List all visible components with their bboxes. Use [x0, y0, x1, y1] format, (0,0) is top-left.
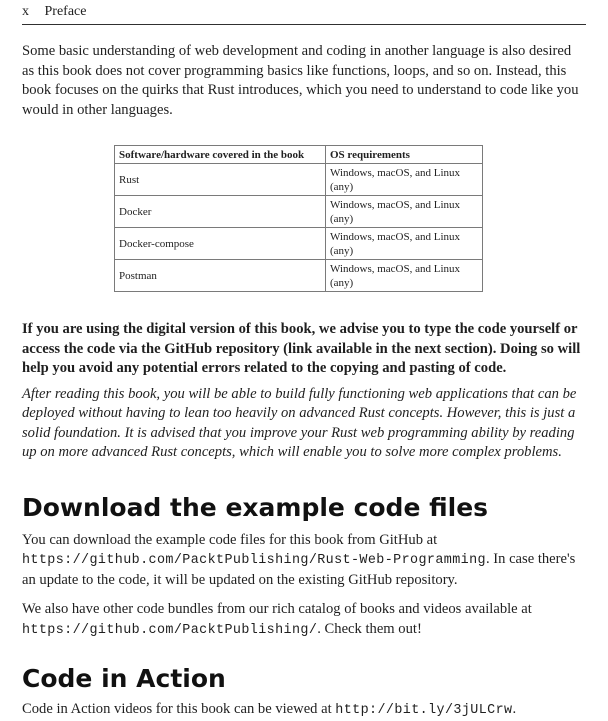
after-reading-note: After reading this book, you will be able to build fully functioning web applications that can be deployed without having to lean too heavily on advanced Rust concepts. However, this is just a solid foundation. It is advised that you improve your Rust web programming ability by reading up on more advanced Rust concepts, which will enable you to solve more complex problems. — [22, 385, 577, 460]
table-row — [115, 228, 483, 260]
table-cell-software: Docker — [115, 196, 326, 228]
table-cell-software: Docker-compose — [115, 228, 326, 260]
table-cell-os: Windows, macOS, and Linux (any) — [326, 164, 483, 196]
table-cell-os: Windows, macOS, and Linux (any) — [326, 228, 483, 260]
running-head — [22, 2, 86, 22]
table-cell-os: Windows, macOS, and Linux (any) — [326, 260, 483, 292]
bundles-text-before: We also have other code bundles from our rich catalog of books and videos available at — [22, 601, 532, 617]
code-in-action-text: Code in Action videos for this book can be viewed at — [22, 701, 336, 717]
table-row — [115, 260, 483, 292]
digital-version-note: If you are using the digital version of this book, we advise you to type the code yourself or access the code via the GitHub repository (link available in the next section). Doing so will help you avoid any potential errors related to the copying and pasting of code. — [22, 321, 581, 376]
github-repo-link[interactable]: https://github.com/PacktPublishing/Rust-Web-Programming — [22, 553, 486, 568]
table-header-row — [115, 146, 483, 164]
download-text-after: . In case there's an update to the code, it will be updated on the existing GitHub repository. — [22, 551, 576, 588]
page-number: x — [22, 4, 29, 19]
intro-paragraph: Some basic understanding of web development and coding in another language is also desired as this book does not cover programming basics like functions, loops, and so on. Instead, this book focuses on the quirks that Rust introduces, which you need to understand to code like you would in other languages. — [22, 43, 579, 118]
packt-github-link[interactable]: https://github.com/PacktPublishing/ — [22, 622, 318, 638]
header-rule — [22, 24, 586, 25]
software-requirements-table — [114, 145, 483, 292]
table-row — [115, 196, 483, 228]
code-in-action-heading: Code in Action — [22, 664, 226, 693]
bundles-text-after: . Check them out! — [317, 620, 422, 637]
table-header-os: OS requirements — [326, 146, 483, 164]
table-row — [115, 164, 483, 196]
table-cell-software: Rust — [115, 164, 326, 196]
code-in-action-period: . — [512, 701, 517, 717]
table-header-software: Software/hardware covered in the book — [115, 146, 326, 164]
download-paragraph — [22, 531, 586, 591]
code-in-action-link[interactable]: http://bit.ly/3jULCrw — [335, 703, 513, 718]
download-text-before: You can download the example code files for this book from GitHub at — [22, 531, 438, 548]
download-code-heading: Download the example code files — [22, 492, 489, 522]
code-bundles-paragraph — [22, 600, 586, 640]
page-content — [22, 42, 586, 721]
table-cell-os: Windows, macOS, and Linux (any) — [326, 196, 483, 228]
chapter-title: Preface — [44, 4, 87, 19]
table-cell-software: Postman — [115, 260, 326, 292]
code-in-action-paragraph — [22, 700, 586, 721]
